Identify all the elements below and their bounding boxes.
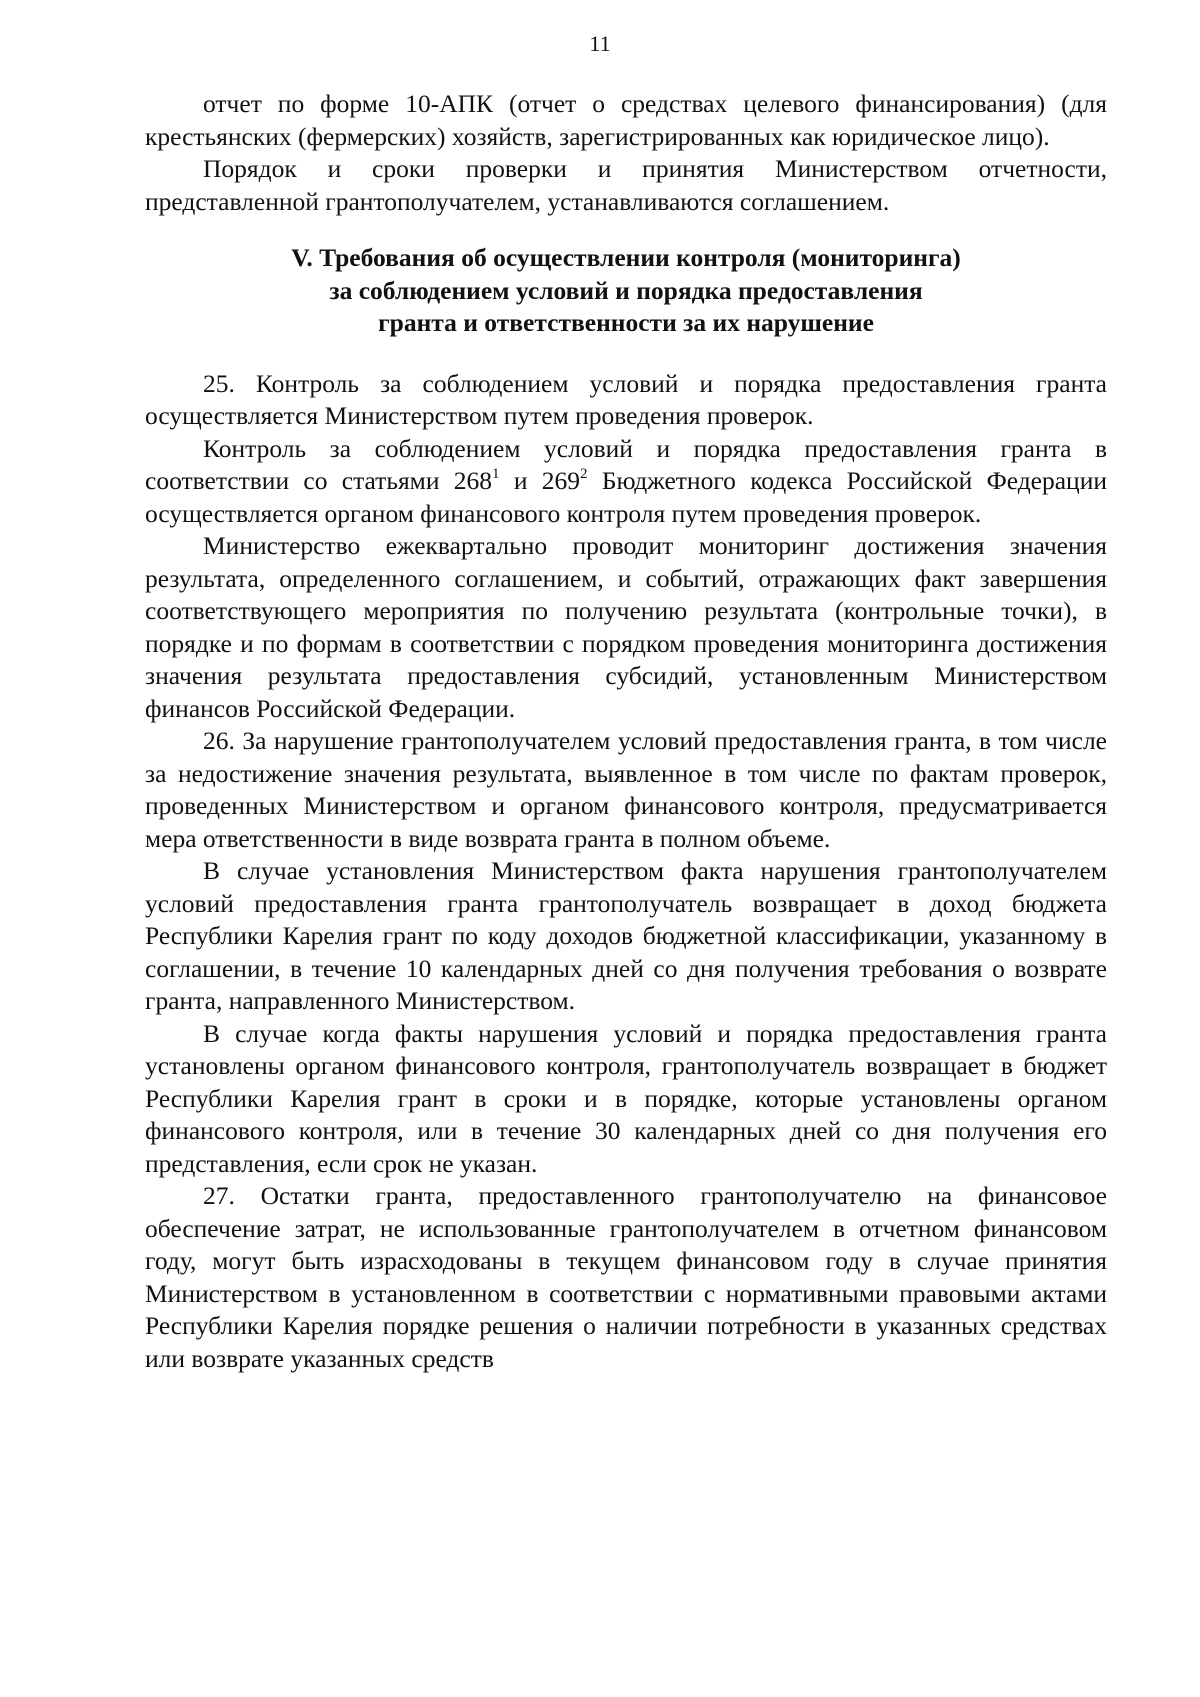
paragraph-26-return-control-body: В случае когда факты нарушения условий и порядка предоставления гранта установлены органом финансового контроля, грантополучатель возвращает в бюджет Республики Карелия грант в сроки и в порядке, которые установлены органом финансового контроля, или в течение 30 календарных дней со дня получения его представления, если срок не указан. <box>145 1018 1107 1178</box>
document-body <box>145 88 1107 1375</box>
paragraph-text: Бюджетного кодекса Российской Федерации осуществляется органом финансового контроля путем проведения проверок. <box>145 466 1107 528</box>
section-heading-line-2: за соблюдением условий и порядка предоставления <box>329 275 923 305</box>
paragraph-25: 25. Контроль за соблюдением условий и порядка предоставления гранта осуществляется Министерством путем проведения проверок. <box>145 368 1107 430</box>
paragraph-reporting-procedure: Порядок и сроки проверки и принятия Министерством отчетности, представленной грантополучателем, устанавливаются соглашением. <box>145 154 1107 216</box>
section-heading-line-1: V. Требования об осуществлении контроля (мониторинга) <box>291 243 961 272</box>
paragraph-25-financial-control <box>145 433 1107 531</box>
page-number: 11 <box>589 31 611 56</box>
paragraph-text: Контроль за соблюдением условий и порядка предоставления гранта в соответствии со статьями 268 <box>145 433 1107 495</box>
paragraph-report-form: отчет по форме 10-АПК (отчет о средствах целевого финансирования) (для крестьянских (фермерских) хозяйств, зарегистрированных как юридическое лицо). <box>145 89 1107 151</box>
section-heading-line-3: гранта и ответственности за их нарушение <box>378 308 874 337</box>
paragraph-27: 27. Остатки гранта, предоставленного грантополучателю на финансовое обеспечение затрат, не использованные грантополучателем в отчетном финансовом году, могут быть израсходованы в текущем финансовом году в случае принятия Министерством в установленном в соответствии с нормативными правовыми актами Республики Карелия порядке решения о наличии потребности в указанных средствах или возврате указанных средств <box>145 1181 1107 1373</box>
section-heading <box>145 242 1107 340</box>
paragraph-25-monitoring: Министерство ежеквартально проводит мониторинг достижения значения результата, определенного соглашением, и событий, отражающих факт завершения соответствующего мероприятия по получению результата (контрольные точки), в порядке и по формам в соответствии с порядком проведения мониторинга достижения значения результата предоставления субсидий, установленным Министерством финансов Российской Федерации. <box>145 531 1107 723</box>
superscript-footnote: 2 <box>580 466 588 482</box>
paragraph-26-return-ministry: В случае установления Министерством факта нарушения грантополучателем условий предоставления гранта грантополучатель возвращает в доход бюджета Республики Карелия грант по коду доходов бюджетной классификации, указанному в соглашении, в течение 10 календарных дней со дня получения требования о возврате гранта, направленного Министерством. <box>145 856 1107 1015</box>
paragraph-text: и 269 <box>499 466 581 495</box>
superscript-footnote: 1 <box>492 466 500 482</box>
spacer <box>145 340 1107 368</box>
spacer <box>145 218 1107 242</box>
paragraph-26: 26. За нарушение грантополучателем условий предоставления гранта, в том числе за недостижение значения результата, выявленное в том числе по фактам проверок, проведенных Министерством и органом финансового контроля, предусматривается мера ответственности в виде возврата гранта в полном объеме. <box>145 726 1107 853</box>
